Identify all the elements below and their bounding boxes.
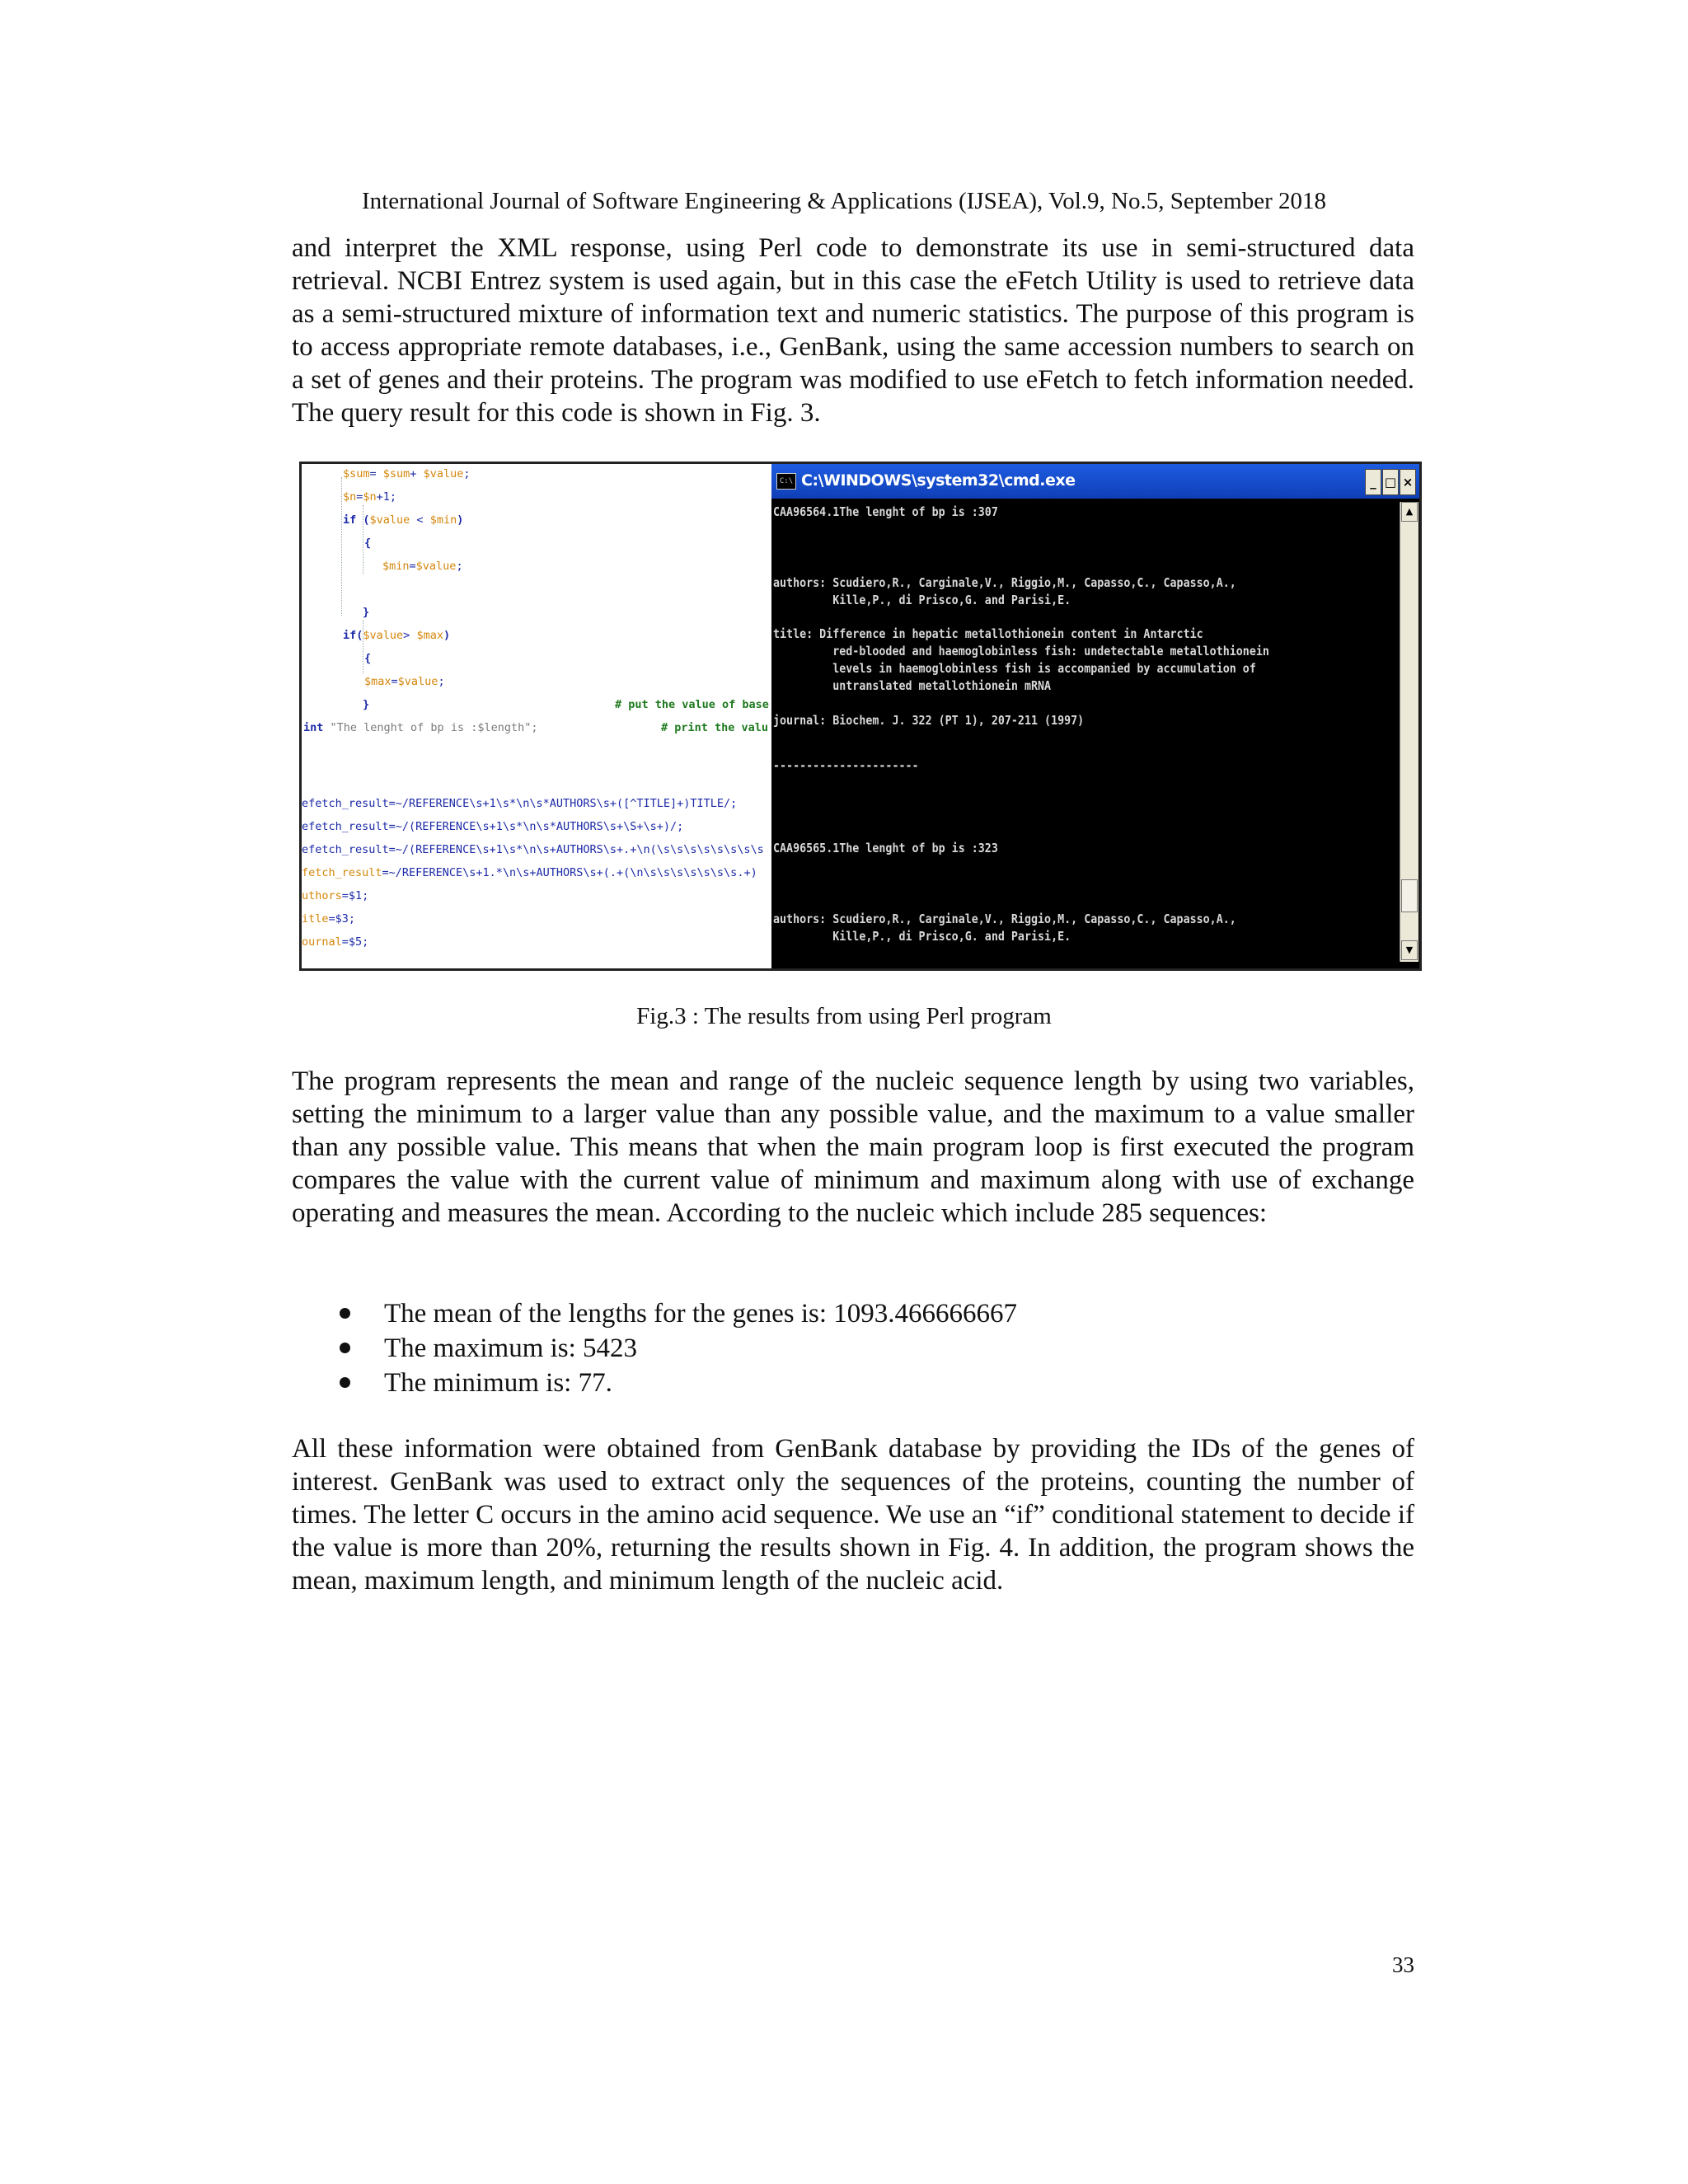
scroll-up-icon: ▲ <box>1401 502 1418 522</box>
code-line: $n=$n+1; <box>343 490 397 504</box>
code-line: itle=$3; <box>302 912 356 926</box>
scroll-down-icon: ▼ <box>1401 940 1418 960</box>
cmd-app-icon: C:\ <box>776 473 796 490</box>
cmd-output-line: journal: Biochem. J. 322 (PT 1), 207-211 (1997) <box>773 713 1085 728</box>
code-line: } <box>363 606 370 619</box>
code-line: $sum= $sum+ $value; <box>343 467 471 480</box>
code-line: { <box>364 537 372 550</box>
code-line: if ($value < $min) <box>343 513 464 527</box>
bullet-icon <box>340 1343 350 1353</box>
cmd-output-line: authors: Scudiero,R., Carginale,V., Riggio,M., Capasso,C., Capasso,A., <box>773 575 1236 590</box>
cmd-output <box>771 499 1398 968</box>
perl-code-panel <box>302 464 771 968</box>
paragraph-method: The program represents the mean and range of the nucleic sequence length by using two variables, setting the minimum to a larger value than any possible value, and the maximum to a value smaller than any possible value. This means that when the main program loop is first executed the program compares the value with the current value of minimum and maximum along with use of exchange operating and measures the mean. According to the nucleic which include 285 sequences: <box>292 1066 1414 1228</box>
cmd-output-line: levels in haemoglobinless fish is accompanied by accumulation of <box>773 661 1256 676</box>
list-item <box>292 1297 1414 1332</box>
bullet-icon <box>340 1377 350 1388</box>
close-button: × <box>1400 469 1416 495</box>
code-line: if($value> $max) <box>343 629 451 642</box>
code-line: uthors=$1; <box>302 889 369 902</box>
indent-guide <box>341 477 342 616</box>
code-line: efetch_result=~/(REFERENCE\s+1\s*\n\s*AUTHORS\s+\S+\s+)/; <box>302 820 684 833</box>
code-line: efetch_result=~/REFERENCE\s+1\s*\n\s*AUTHORS\s+([^TITLE]+)TITLE/; <box>302 797 738 810</box>
cmd-output-line: untranslated metallothionein mRNA <box>773 678 1052 693</box>
figure-3 <box>299 462 1422 971</box>
cmd-output-line: title: Difference in hepatic metallothionein content in Antarctic <box>773 626 1203 641</box>
code-line: $min=$value; <box>382 560 463 573</box>
cmd-output-line: CAA96564.1The lenght of bp is :307 <box>773 504 998 519</box>
list-item-text: The minimum is: 77. <box>384 1368 612 1398</box>
maximize-button: □ <box>1382 469 1399 495</box>
list-item-text: The mean of the lengths for the genes is: 1093.466666667 <box>384 1299 1018 1329</box>
list-item <box>292 1366 1414 1401</box>
paragraph-intro: and interpret the XML response, using Perl code to demonstrate its use in semi-structured data retrieval. NCBI Entrez system is used again, but in this case the eFetch Utility is used to retrieve data as a semi-structured mixture of information text and numeric statistics. The purpose of this program is to access appropriate remote databases, i.e., GenBank, using the same accession numbers to search on a set of genes and their proteins. The program was modified to use eFetch to fetch information needed. The query result for this code is shown in Fig. 3. <box>292 233 1414 428</box>
cmd-scrollbar <box>1400 502 1418 962</box>
code-line: efetch_result=~/(REFERENCE\s+1\s*\n\s+AUTHORS\s+.+\n(\s\s\s\s\s\s\s\s <box>302 843 764 856</box>
code-line: { <box>364 652 372 665</box>
page-number: 33 <box>1392 1952 1414 1977</box>
cmd-output-line: Kille,P., di Prisco,G. and Parisi,E. <box>773 929 1071 944</box>
cmd-titlebar <box>771 464 1419 499</box>
code-line: int "The lenght of bp is :$length"; <box>303 721 538 734</box>
cmd-output-line: CAA96565.1The lenght of bp is :323 <box>773 841 998 855</box>
list-item-text: The maximum is: 5423 <box>384 1333 638 1363</box>
cmd-output-line: ---------------------- <box>773 758 919 773</box>
code-line: $max=$value; <box>364 675 445 688</box>
code-comment: # print the valu <box>661 721 769 734</box>
scroll-thumb <box>1401 879 1418 912</box>
paragraph-genbank: All these information were obtained from GenBank database by providing the IDs of the genes of interest. GenBank was used to extract only the sequences of the proteins, counting the number of times. The letter C occurs in the amino acid sequence. We use an “if” conditional statement to decide if the value is more than 20%, returning the results shown in Fig. 4. In addition, the program shows the mean, maximum length, and minimum length of the nucleic acid. <box>292 1434 1414 1596</box>
code-line: ournal=$5; <box>302 935 369 949</box>
cmd-window <box>771 464 1419 968</box>
journal-header: International Journal of Software Engineering & Applications (IJSEA), Vol.9, No.5, September 2018 <box>362 188 1326 214</box>
code-comment: # put the value of base <box>615 698 769 711</box>
results-list <box>292 1297 1414 1401</box>
cmd-window-title: C:\WINDOWS\system32\cmd.exe <box>801 471 1076 490</box>
cmd-output-line: red-blooded and haemoglobinless fish: undetectable metallothionein <box>773 644 1269 658</box>
figure-caption: Fig.3 : The results from using Perl program <box>636 1003 1052 1029</box>
code-line: fetch_result=~/REFERENCE\s+1.*\n\s+AUTHORS\s+(.+(\n\s\s\s\s\s\s\s.+) <box>302 866 757 879</box>
cmd-output-line: Kille,P., di Prisco,G. and Parisi,E. <box>773 593 1071 607</box>
code-line: } <box>363 698 370 711</box>
bullet-icon <box>340 1308 350 1319</box>
list-item <box>292 1332 1414 1366</box>
cmd-output-line: authors: Scudiero,R., Carginale,V., Riggio,M., Capasso,C., Capasso,A., <box>773 912 1236 926</box>
minimize-button: _ <box>1365 469 1381 495</box>
